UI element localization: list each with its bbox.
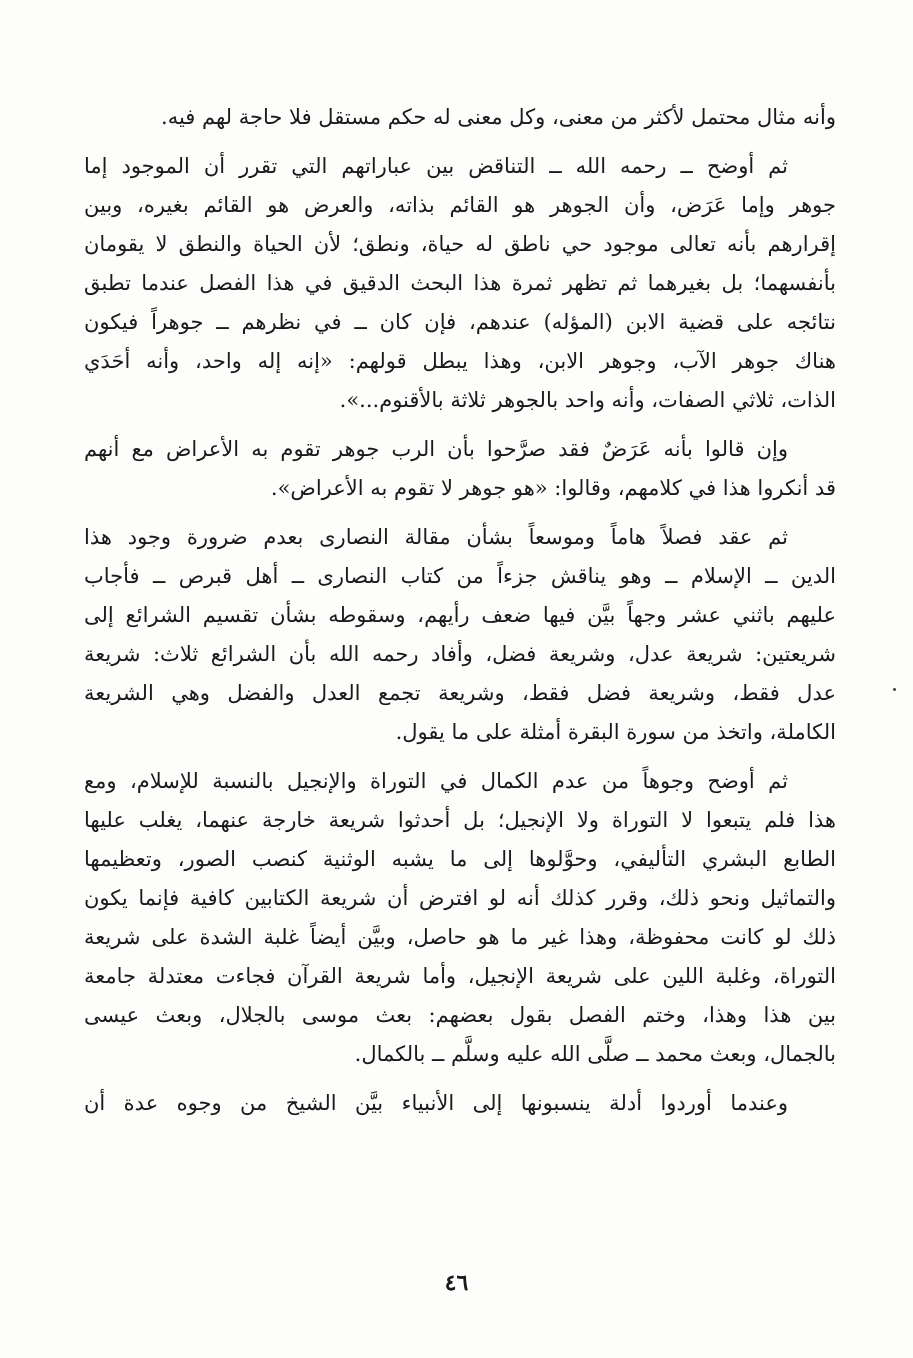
text-line: ذلك لو كانت محفوظة، وهذا غير ما هو حاصل، وبيَّن أيضاً غلبة الشدة على شريعة bbox=[84, 925, 836, 949]
text-line: إقرارهم بأنه تعالى موجود حي ناطق له حياة، ونطق؛ لأن الحياة والنطق لا يقومان bbox=[84, 232, 836, 256]
text-line: الكاملة، واتخذ من سورة البقرة أمثلة على ما يقول. bbox=[395, 720, 836, 744]
paragraph bbox=[84, 98, 836, 137]
text-line: ثم أوضح ــ رحمه الله ــ التناقض بين عباراتهم التي تقرر أن الموجود إما bbox=[84, 154, 788, 178]
paragraph bbox=[84, 430, 836, 508]
text-line: ثم عقد فصلاً هاماً وموسعاً بشأن مقالة النصارى بعدم ضرورة وجود هذا bbox=[84, 525, 788, 549]
paragraph-gap bbox=[84, 1074, 836, 1084]
text-line: الدين ــ الإسلام ــ وهو يناقش جزءاً من كتاب النصارى ــ أهل قبرص ــ فأجاب bbox=[84, 564, 836, 588]
text-line: وإن قالوا بأنه عَرَضٌ فقد صرَّحوا بأن الرب جوهر تقوم به الأعراض مع أنهم bbox=[84, 437, 788, 461]
text-line: وأنه مثال محتمل لأكثر من معنى، وكل معنى له حكم مستقل فلا حاجة لهم فيه. bbox=[161, 105, 836, 129]
text-line: قد أنكروا هذا في كلامهم، وقالوا: «هو جوهر لا تقوم به الأعراض». bbox=[270, 476, 836, 500]
text-line: الذات، ثلاثي الصفات، وأنه واحد بالجوهر ثلاثة بالأقنوم...». bbox=[339, 388, 836, 412]
text-line: ثم أوضح وجوهاً من عدم الكمال في التوراة والإنجيل بالنسبة للإسلام، ومع bbox=[84, 769, 788, 793]
page-number: ٤٦ bbox=[444, 1270, 469, 1296]
text-line: هناك جوهر الآب، وجوهر الابن، وهذا يبطل قولهم: «إنه إله واحد، وأنه أحَدَي bbox=[84, 349, 836, 373]
text-line: وعندما أوردوا أدلة ينسبونها إلى الأنبياء بيَّن الشيخ من وجوه عدة أن bbox=[84, 1091, 788, 1115]
text-line: بالجمال، وبعث محمد ــ صلَّى الله عليه وسلَّم ــ بالكمال. bbox=[354, 1042, 836, 1066]
paragraph-gap bbox=[84, 420, 836, 430]
paragraph-gap bbox=[84, 508, 836, 518]
text-line: بين هذا وهذا، وختم الفصل بقول بعضهم: بعث موسى بالجلال، وبعث عيسى bbox=[84, 1003, 836, 1027]
text-line: جوهر وإما عَرَض، وأن الجوهر هو القائم بذاته، والعرض هو القائم بغيره، وبين bbox=[84, 193, 836, 217]
paragraph-gap bbox=[84, 752, 836, 762]
scan-speck bbox=[893, 688, 896, 691]
text-line: هذا فلم يتبعوا لا التوراة ولا الإنجيل؛ بل أحدثوا شريعة خارجة عنهما، يغلب عليها bbox=[84, 808, 836, 832]
body-text bbox=[84, 98, 836, 1123]
text-line: التوراة، وغلبة اللين على شريعة الإنجيل، وأما شريعة القرآن فجاءت معتدلة جامعة bbox=[84, 964, 836, 988]
paragraph bbox=[84, 147, 836, 420]
text-line: الطابع البشري التأليفي، وحوَّلوها إلى ما يشبه الوثنية كنصب الصور، وتعظيمها bbox=[84, 847, 836, 871]
paragraph bbox=[84, 1084, 836, 1123]
text-line: شريعتين: شريعة عدل، وشريعة فضل، وأفاد رحمه الله بأن الشرائع ثلاث: شريعة bbox=[84, 642, 836, 666]
paragraph bbox=[84, 518, 836, 752]
paragraph bbox=[84, 762, 836, 1074]
text-line: عليهم باثني عشر وجهاً بيَّن فيها ضعف رأيهم، وسقوطه بشأن تقسيم الشرائع إلى bbox=[84, 603, 836, 627]
text-line: بأنفسهما؛ بل بغيرهما ثم تظهر ثمرة هذا البحث الدقيق في هذا الفصل عندما تطبق bbox=[84, 271, 836, 295]
text-line: والتماثيل ونحو ذلك، وقرر كذلك أنه لو افترض أن شريعة الكتابين كافية فإنما يكون bbox=[84, 886, 836, 910]
text-line: نتائجه على قضية الابن (المؤله) عندهم، فإن كان ــ في نظرهم ــ جوهراً فيكون bbox=[84, 310, 836, 334]
text-line: عدل فقط، وشريعة فضل فقط، وشريعة تجمع العدل والفضل وهي الشريعة bbox=[84, 681, 836, 705]
paragraph-gap bbox=[84, 137, 836, 147]
